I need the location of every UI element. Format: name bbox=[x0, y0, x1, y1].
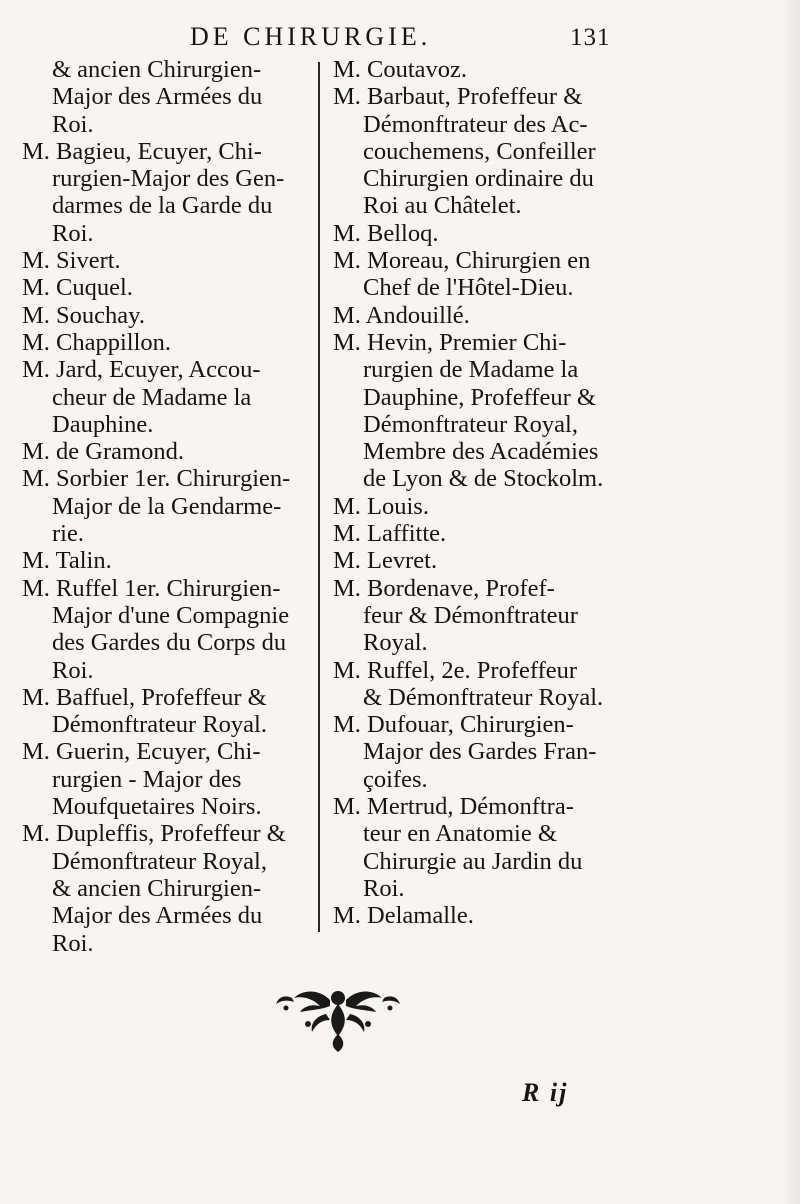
entry-line: M. Sivert. bbox=[22, 247, 121, 275]
entry-line: M. Levret. bbox=[333, 547, 438, 575]
entry-line: Dauphine. bbox=[52, 410, 154, 438]
entry bbox=[333, 902, 629, 929]
fleuron-ornament-icon bbox=[272, 984, 404, 1054]
entry-line: darmes de la Garde du bbox=[52, 192, 273, 220]
entry-line: çoifes. bbox=[363, 765, 428, 793]
entry-line: & ancien Chirurgien- bbox=[52, 56, 262, 83]
entry bbox=[22, 56, 314, 138]
entry-line: Dauphine, Profeffeur & bbox=[363, 383, 596, 411]
entry-line: Roi. bbox=[52, 110, 94, 138]
entry bbox=[333, 247, 629, 302]
entry bbox=[22, 274, 314, 301]
entry-line: Royal. bbox=[363, 629, 428, 657]
entry-line: Membre des Académies bbox=[363, 438, 599, 466]
entry-line: M. Andouillé. bbox=[333, 301, 470, 329]
entry bbox=[333, 711, 629, 793]
entry-line: rurgien - Major des bbox=[52, 765, 242, 793]
entry-line: M. Mertrud, Démonftra- bbox=[333, 793, 574, 821]
entry bbox=[22, 465, 314, 547]
running-head: DE CHIRURGIE. bbox=[190, 22, 432, 51]
entry-line: M. Hevin, Premier Chi- bbox=[333, 328, 567, 356]
entry-line: rurgien de Madame la bbox=[363, 356, 579, 384]
entry bbox=[333, 56, 629, 83]
page-edge-shadow bbox=[782, 0, 800, 1204]
entry-line: Démonftrateur Royal, bbox=[363, 410, 578, 438]
entry-line: Major des Armées du bbox=[52, 83, 263, 111]
entry-line: Major de la Gendarme- bbox=[52, 492, 282, 520]
entry-line: Roi au Châtelet. bbox=[363, 192, 522, 220]
entry bbox=[22, 547, 314, 574]
entry-line: Démonftrateur Royal, bbox=[52, 847, 267, 875]
signature-mark: R ij bbox=[522, 1078, 569, 1107]
entry-line: Chirurgie au Jardin du bbox=[363, 847, 583, 875]
entry-line: Démonftrateur des Ac- bbox=[363, 110, 588, 138]
entry bbox=[333, 575, 629, 657]
entry-line: M. Ruffel, 2e. Profeffeur bbox=[333, 656, 578, 684]
entry bbox=[22, 247, 314, 274]
entry-line: M. Bordenave, Profef- bbox=[333, 574, 555, 602]
entry-line: M. Coutavoz. bbox=[333, 56, 468, 83]
right-column bbox=[333, 56, 629, 930]
entry-line: M. Ruffel 1er. Chirurgien- bbox=[22, 574, 281, 602]
entry-line: Démonftrateur Royal. bbox=[52, 711, 267, 739]
entry bbox=[333, 302, 629, 329]
entry bbox=[22, 329, 314, 356]
entry-line: cheur de Madame la bbox=[52, 383, 252, 411]
entry bbox=[22, 738, 314, 820]
entry bbox=[333, 547, 629, 574]
entry-line: M. Sorbier 1er. Chirurgien- bbox=[22, 465, 291, 493]
entry-line: M. Talin. bbox=[22, 547, 112, 575]
entry bbox=[22, 302, 314, 329]
entry-line: Major des Gardes Fran- bbox=[363, 738, 597, 766]
entry-line: M. Laffitte. bbox=[333, 520, 447, 548]
entry-line: M. Baffuel, Profeffeur & bbox=[22, 683, 267, 711]
entry-line: Chef de l'Hôtel-Dieu. bbox=[363, 274, 574, 302]
entry-line: M. Cuquel. bbox=[22, 274, 133, 302]
entry-line: M. Bagieu, Ecuyer, Chi- bbox=[22, 137, 262, 165]
entry bbox=[333, 520, 629, 547]
entry-line: M. Jard, Ecuyer, Accou- bbox=[22, 356, 261, 384]
entry-line: Major d'une Compagnie bbox=[52, 601, 290, 629]
entry bbox=[22, 138, 314, 247]
entry bbox=[333, 220, 629, 247]
entry bbox=[333, 657, 629, 712]
entry-line: & ancien Chirurgien- bbox=[52, 874, 262, 902]
entry-line: Roi. bbox=[52, 929, 94, 957]
entry bbox=[22, 820, 314, 956]
entry-line: Chirurgien ordinaire du bbox=[363, 165, 594, 193]
entry-line: couchemens, Confeiller bbox=[363, 137, 596, 165]
entry bbox=[22, 356, 314, 438]
entry-line: rie. bbox=[52, 520, 84, 548]
entry bbox=[22, 438, 314, 465]
entry-line: Roi. bbox=[52, 219, 94, 247]
entry-line: Moufquetaires Noirs. bbox=[52, 793, 262, 821]
entry-line: de Lyon & de Stockolm. bbox=[363, 465, 604, 493]
entry-line: Roi. bbox=[52, 656, 94, 684]
entry-line: M. Moreau, Chirurgien en bbox=[333, 247, 591, 275]
page-number: 131 bbox=[570, 24, 611, 51]
column-divider bbox=[318, 62, 320, 932]
entry bbox=[333, 83, 629, 219]
entry-line: Roi. bbox=[363, 874, 405, 902]
entry bbox=[333, 793, 629, 902]
entry-line: M. Guerin, Ecuyer, Chi- bbox=[22, 738, 261, 766]
entry bbox=[22, 684, 314, 739]
entry-line: M. Dupleffis, Profeffeur & bbox=[22, 820, 286, 848]
left-column bbox=[22, 56, 314, 957]
entry-line: rurgien-Major des Gen- bbox=[52, 165, 285, 193]
entry-line: M. Souchay. bbox=[22, 301, 145, 329]
entry-line: M. Delamalle. bbox=[333, 902, 474, 930]
entry-line: M. Barbaut, Profeffeur & bbox=[333, 83, 583, 111]
entry bbox=[22, 575, 314, 684]
entry-line: des Gardes du Corps du bbox=[52, 629, 287, 657]
entry-line: M. Louis. bbox=[333, 492, 429, 520]
entry-line: & Démonftrateur Royal. bbox=[363, 683, 604, 711]
entry-line: feur & Démonftrateur bbox=[363, 601, 578, 629]
entry-line: Major des Armées du bbox=[52, 902, 263, 930]
entry-line: M. de Gramond. bbox=[22, 438, 184, 466]
entry bbox=[333, 493, 629, 520]
entry-line: teur en Anatomie & bbox=[363, 820, 557, 848]
entry-line: M. Dufouar, Chirurgien- bbox=[333, 711, 574, 739]
entry bbox=[333, 329, 629, 493]
entry-line: M. Belloq. bbox=[333, 219, 439, 247]
entry-line: M. Chappillon. bbox=[22, 328, 172, 356]
